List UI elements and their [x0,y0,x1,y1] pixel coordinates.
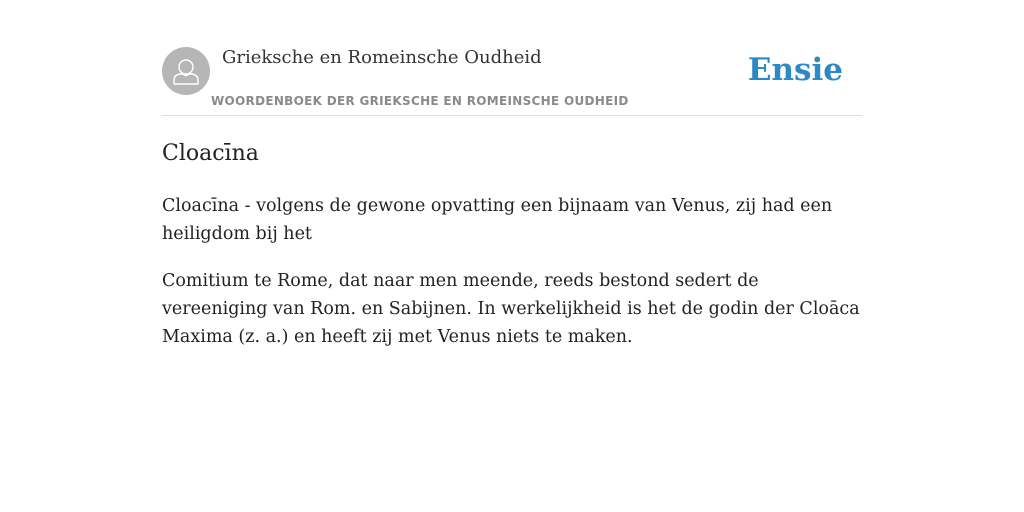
entry-paragraph: Cloacīna - volgens de gewone opvatting een bijnaam van Venus, zij had een heiligdom bij het [162,196,833,244]
entry-title: Cloacīna [162,141,259,166]
source-subtitle-link[interactable]: WOORDENBOEK DER GRIEKSCHE EN ROMEINSCHE OUDHEID [211,94,629,108]
source-header [162,46,862,116]
entry-paragraph: Comitium te Rome, dat naar men meende, reeds bestond sedert de vereeniging van Rom. en Sabijnen. In werkelijkheid is het de godin der Cloāca Maxima (z. a.) en heeft zij met Venus niets te maken. [162,271,860,347]
user-outline-icon [162,47,210,95]
source-title-link[interactable]: Grieksche en Romeinsche Oudheid [222,47,542,68]
avatar[interactable] [162,47,210,95]
brand-logo-link[interactable]: Ensie [747,52,843,88]
entry-body [162,192,862,370]
